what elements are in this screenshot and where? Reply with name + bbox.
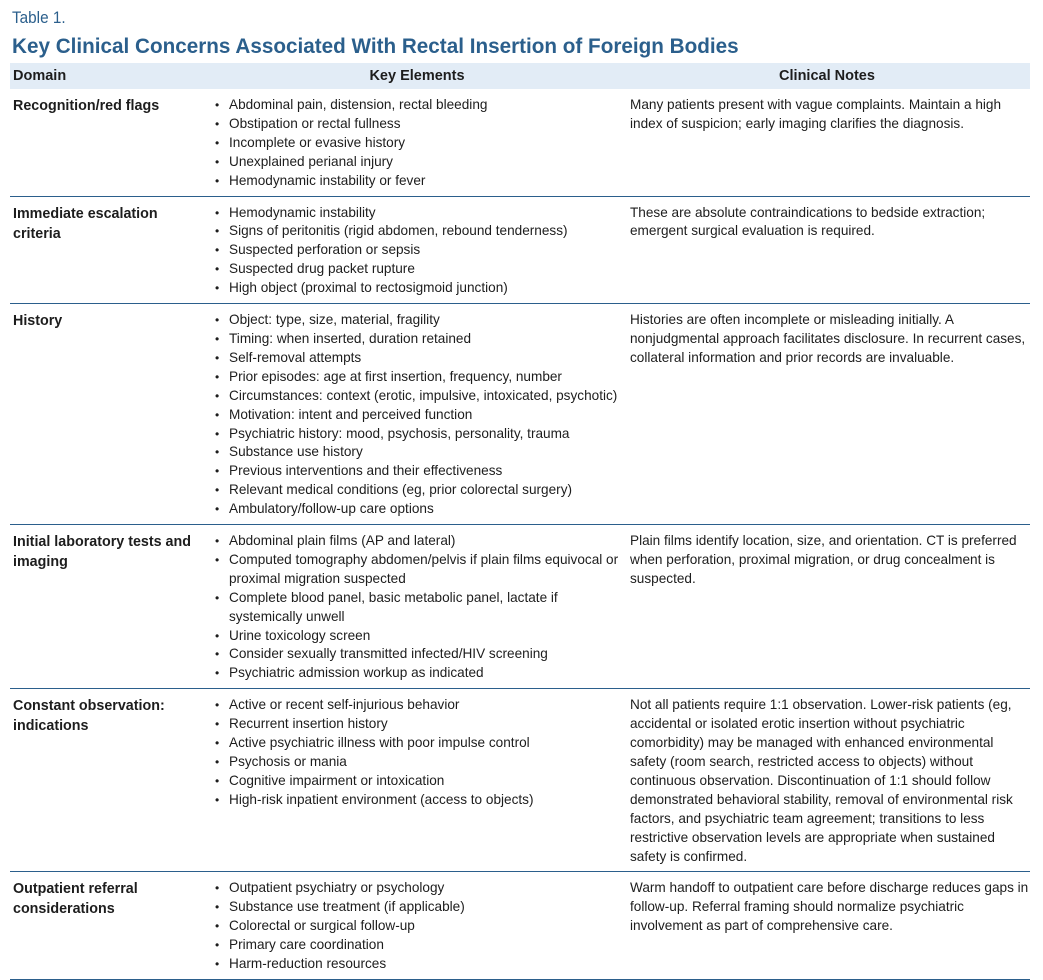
list-item: • Recurrent insertion history <box>229 715 620 734</box>
list-item: • Computed tomography abdomen/pelvis if plain films equivocal or proximal migration suspected <box>229 551 620 589</box>
table-title: Key Clinical Concerns Associated With Rectal Insertion of Foreign Bodies <box>12 35 739 58</box>
key-elements-list <box>213 532 620 683</box>
table-body <box>10 89 1030 979</box>
domain-cell: Outpatient referral considerations <box>10 872 210 980</box>
list-item: • Suspected drug packet rupture <box>229 260 620 279</box>
header-key-elements: Key Elements <box>210 63 624 89</box>
clinical-notes-cell: These are absolute contraindications to bedside extraction; emergent surgical evaluation is required. <box>624 196 1030 304</box>
key-elements-list <box>213 96 620 191</box>
list-item: • Previous interventions and their effectiveness <box>229 462 620 481</box>
list-item: • Hemodynamic instability <box>229 204 620 223</box>
list-item: • Active or recent self-injurious behavior <box>229 696 620 715</box>
domain-cell: History <box>10 304 210 525</box>
table-header <box>10 63 1030 89</box>
key-elements-cell <box>210 689 624 872</box>
header-domain: Domain <box>10 63 210 89</box>
header-clinical-notes: Clinical Notes <box>624 63 1030 89</box>
key-elements-cell <box>210 872 624 980</box>
list-item: • Cognitive impairment or intoxication <box>229 772 620 791</box>
key-elements-list <box>213 311 620 519</box>
table-row <box>10 525 1030 689</box>
list-item: • Harm-reduction resources <box>229 955 620 974</box>
list-item: • Relevant medical conditions (eg, prior colorectal surgery) <box>229 481 620 500</box>
list-item: • Self-removal attempts <box>229 349 620 368</box>
list-item: • Ambulatory/follow-up care options <box>229 500 620 519</box>
list-item: • Signs of peritonitis (rigid abdomen, rebound tenderness) <box>229 222 620 241</box>
key-elements-cell <box>210 525 624 689</box>
list-item: • Consider sexually transmitted infected/HIV screening <box>229 645 620 664</box>
list-item: • Psychosis or mania <box>229 753 620 772</box>
list-item: • Unexplained perianal injury <box>229 153 620 172</box>
domain-cell: Constant observation: indications <box>10 689 210 872</box>
clinical-notes-cell: Not all patients require 1:1 observation. Lower-risk patients (eg, accidental or isolated erotic insertion without psychiatric comorbidity) may be managed with enhanced environmental safety (room search, restricted access to objects) without continuous observation. Discontinuation of 1:1 should follow demonstrated behavioral stability, removal of environmental risk factors, and psychiatric team agreement; transitions to less restrictive observation levels are appropriate when sustained safety is confirmed. <box>624 689 1030 872</box>
key-elements-cell <box>210 89 624 196</box>
key-elements-list <box>213 696 620 809</box>
list-item: • Outpatient psychiatry or psychology <box>229 879 620 898</box>
list-item: • Obstipation or rectal fullness <box>229 115 620 134</box>
domain-cell: Immediate escalation criteria <box>10 196 210 304</box>
domain-cell: Recognition/red flags <box>10 89 210 196</box>
table-label: Table 1. <box>12 8 66 27</box>
header-row <box>10 63 1030 89</box>
list-item: • High object (proximal to rectosigmoid junction) <box>229 279 620 298</box>
clinical-notes-cell: Histories are often incomplete or misleading initially. A nonjudgmental approach facilitates disclosure. In recurrent cases, collateral information and prior records are invaluable. <box>624 304 1030 525</box>
key-elements-list <box>213 879 620 974</box>
clinical-notes-cell: Many patients present with vague complaints. Maintain a high index of suspicion; early imaging clarifies the diagnosis. <box>624 89 1030 196</box>
table-container <box>10 63 1030 980</box>
list-item: • Active psychiatric illness with poor impulse control <box>229 734 620 753</box>
list-item: • Colorectal or surgical follow-up <box>229 917 620 936</box>
clinical-notes-cell: Warm handoff to outpatient care before discharge reduces gaps in follow-up. Referral framing should normalize psychiatric involvement as part of comprehensive care. <box>624 872 1030 980</box>
list-item: • Suspected perforation or sepsis <box>229 241 620 260</box>
list-item: • Motivation: intent and perceived function <box>229 406 620 425</box>
domain-cell: Initial laboratory tests and imaging <box>10 525 210 689</box>
list-item: • Substance use treatment (if applicable) <box>229 898 620 917</box>
list-item: • Urine toxicology screen <box>229 627 620 646</box>
key-elements-cell <box>210 196 624 304</box>
key-elements-list <box>213 204 620 299</box>
table-row <box>10 872 1030 980</box>
table-row <box>10 304 1030 525</box>
list-item: • Psychiatric admission workup as indicated <box>229 664 620 683</box>
clinical-notes-cell: Plain films identify location, size, and orientation. CT is preferred when perforation, proximal migration, or drug concealment is suspected. <box>624 525 1030 689</box>
list-item: • Primary care coordination <box>229 936 620 955</box>
table-row <box>10 689 1030 872</box>
list-item: • Complete blood panel, basic metabolic panel, lactate if systemically unwell <box>229 589 620 627</box>
list-item: • Hemodynamic instability or fever <box>229 172 620 191</box>
list-item: • Incomplete or evasive history <box>229 134 620 153</box>
list-item: • Substance use history <box>229 443 620 462</box>
list-item: • Psychiatric history: mood, psychosis, personality, trauma <box>229 425 620 444</box>
table-row <box>10 89 1030 196</box>
list-item: • Timing: when inserted, duration retained <box>229 330 620 349</box>
list-item: • Abdominal pain, distension, rectal bleeding <box>229 96 620 115</box>
table-row <box>10 196 1030 304</box>
list-item: • Prior episodes: age at first insertion, frequency, number <box>229 368 620 387</box>
list-item: • High-risk inpatient environment (access to objects) <box>229 791 620 810</box>
list-item: • Abdominal plain films (AP and lateral) <box>229 532 620 551</box>
list-item: • Object: type, size, material, fragility <box>229 311 620 330</box>
list-item: • Circumstances: context (erotic, impulsive, intoxicated, psychotic) <box>229 387 620 406</box>
key-elements-cell <box>210 304 624 525</box>
clinical-concerns-table <box>10 63 1030 980</box>
